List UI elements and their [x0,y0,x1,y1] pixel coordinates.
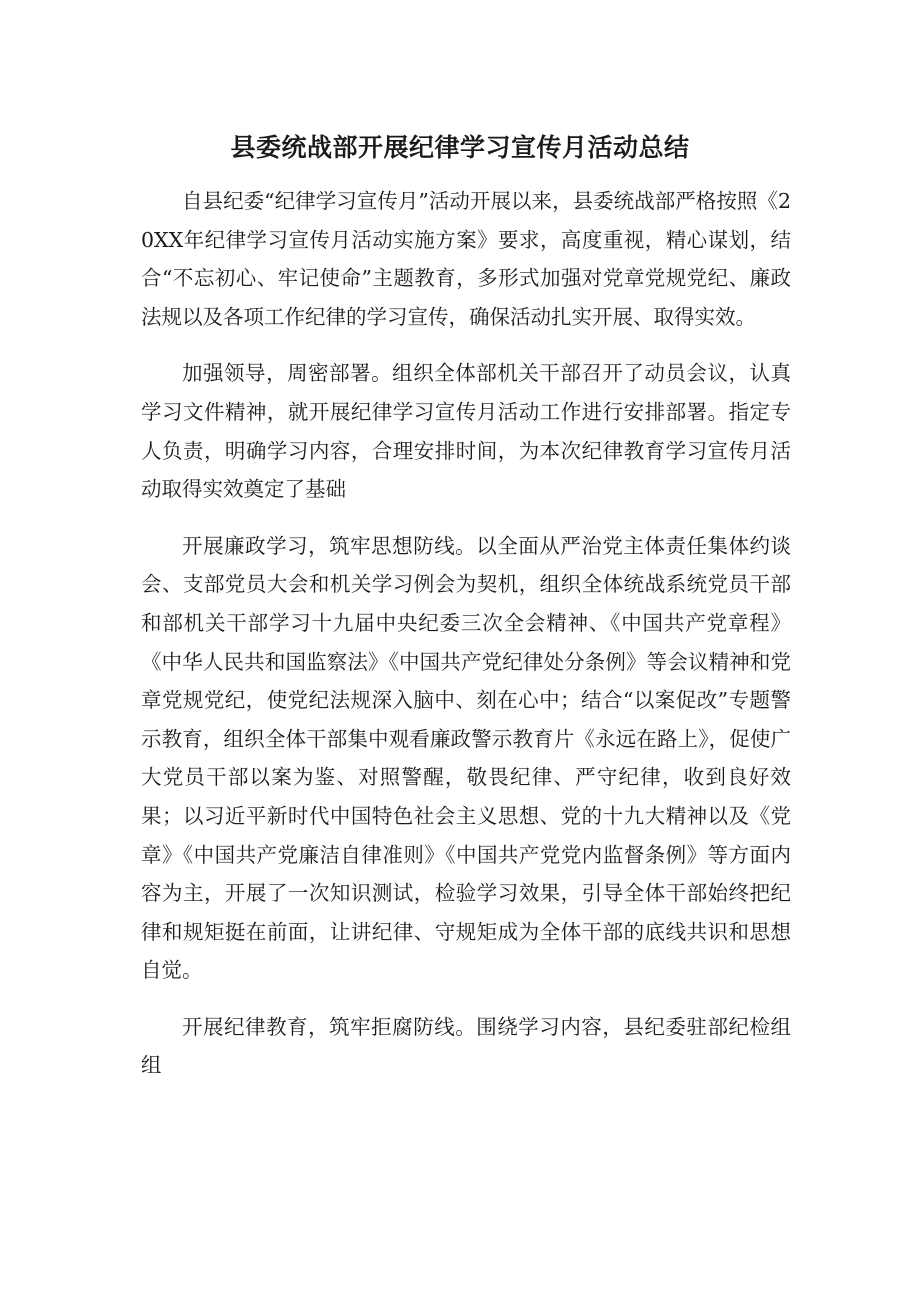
paragraph-integrity-study: 开展廉政学习，筑牢思想防线。以全面从严治党主体责任集体约谈会、支部党员大会和机关学习例会为契机，组织全体统战系统党员干部和部机关干部学习十九届中央纪委三次全会精神、《中国共产党章程》《中华人民共和国监察法》《中国共产党纪律处分条例》等会议精神和党章党规党纪，使党纪法规深入脑中、刻在心中；结合“以案促改”专题警示教育，组织全体干部集中观看廉政警示教育片《永远在路上》，促使广大党员干部以案为鉴、对照警醒，敬畏纪律、严守纪律，收到良好效果；以习近平新时代中国特色社会主义思想、党的十九大精神以及《党章》《中国共产党廉洁自律准则》《中国共产党党内监督条例》等方面内容为主，开展了一次知识测试，检验学习效果，引导全体干部始终把纪律和规矩挺在前面，让讲纪律、守规矩成为全体干部的底线共识和思想自觉。 [141,533,791,983]
paragraph-intro: 自县纪委“纪律学习宣传月”活动开展以来，县委统战部严格按照《20XX年纪律学习宣传月活动实施方案》要求，高度重视，精心谋划，结合“不忘初心、牢记使命”主题教育，多形式加强对党章党规党纪、廉政法规以及各项工作纪律的学习宣传，确保活动扎实开展、取得实效。 [141,189,791,329]
paragraph-leadership: 加强领导，周密部署。组织全体部机关干部召开了动员会议，认真学习文件精神，就开展纪律学习宣传月活动工作进行安排部署。指定专人负责，明确学习内容，合理安排时间，为本次纪律教育学习宣传月活动取得实效奠定了基础 [141,361,791,502]
document-body [141,182,791,1103]
paragraph-discipline-education: 开展纪律教育，筑牢拒腐防线。围绕学习内容，县纪委驻部纪检组组 [141,1014,791,1078]
document-title: 县委统战部开展纪律学习宣传月活动总结 [230,133,690,162]
